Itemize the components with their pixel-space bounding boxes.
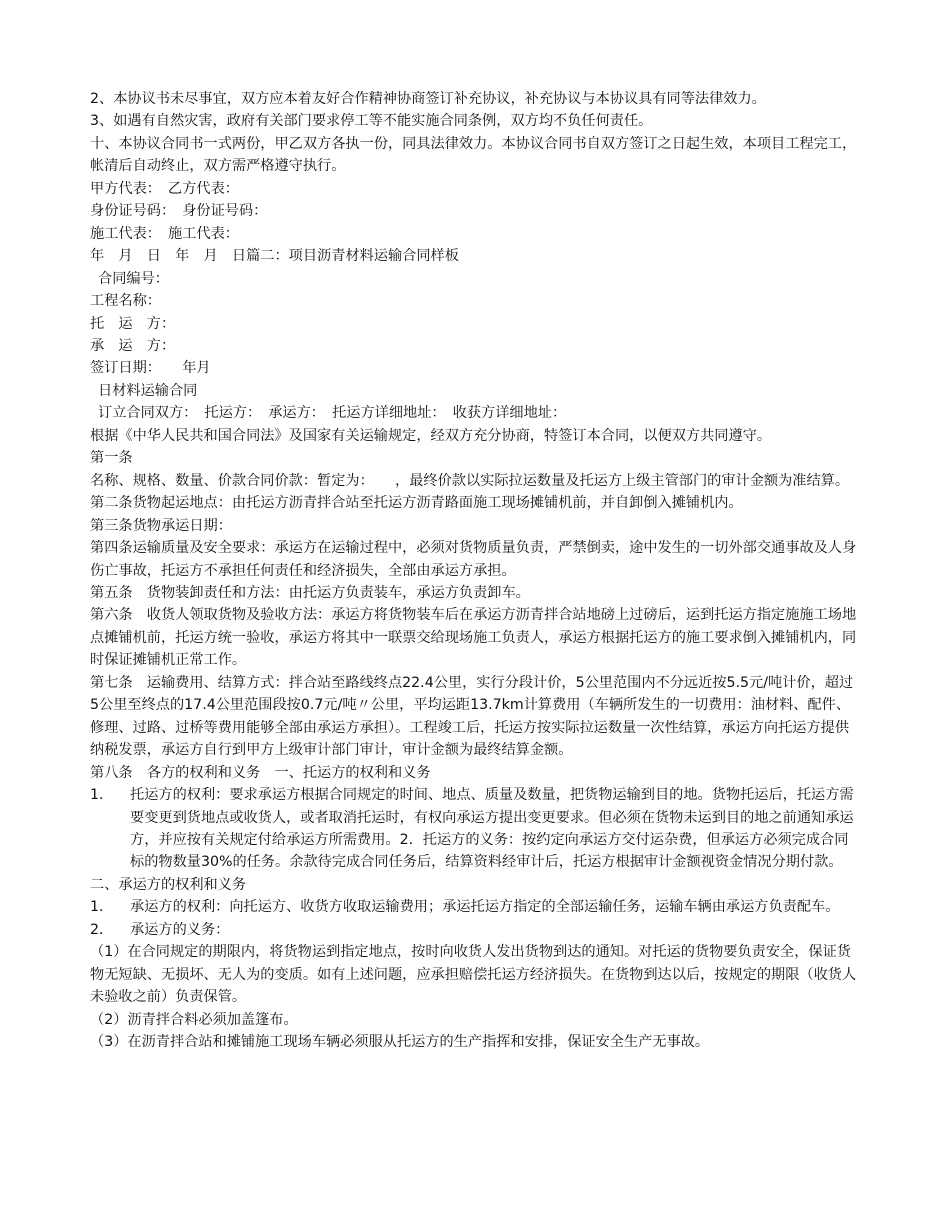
representative-line: 甲方代表： 乙方代表： [90,180,239,197]
carrier-line: 承 运 方： [90,337,176,354]
id-number-line: 身份证号码： 身份证号码： [90,203,268,220]
article-5: 第五条 货物装卸责任和方法：由托运方负责装车，承运方负责卸车。 [90,584,530,601]
date-line: 年 月 日 年 月 日篇二：项目沥青材料运输合同样板 [90,248,459,265]
list-number: 1． [90,899,114,916]
section-2-heading: 二、承运方的权利和义务 [90,876,247,893]
article-1-heading: 第一条 [90,450,133,467]
article-2: 第二条货物起运地点：由托运方沥青拌合站至托运方沥青路面施工现场摊铺机前，并自卸倒入摊铺机内。 [90,495,743,512]
contract-number-line: 合同编号： [98,270,169,287]
paragraph-force-majeure: 3、如遇有自然灾害，政府有关部门要求停工等不能实施合同条例，双方均不负任何责任。 [90,113,653,130]
sub-clause-1: （1）在合同规定的期限内，将货物运到指定地点，按时向收货人发出货物到达的通知。对托运的货物要负责安全，保证货物无短缺、无损坏、无人为的变质。如有上述问题，应承担赔偿托运方经济损失。在货物到达以后，按规定的期限（收货人未验收之前）负责保管。 [90,944,857,1006]
list-number: 1． [90,787,114,804]
list-number: 2． [90,921,114,938]
project-name-line: 工程名称： [90,293,161,310]
paragraph-supplement-clause: 2、本协议书未尽事宜，双方应本着友好合作精神协商签订补充协议，补充协议与本协议具有同等法律效力。 [90,91,766,107]
article-7: 第七条 运输费用、结算方式：拌合站至路线终点22.4公里，实行分段计价，5公里范围内不分远近按5.5元/吨计价，超过5公里至终点的17.4公里范围段按0.7元/吨〃公里，平均运距13.7km计算费用（车辆所发生的一切费用：油材料、配件、修理、过路、过桥等费用能够全部由承运方承担）。工程竣工后，托运方按实际拉运数量一次性结算，承运方向托运方提供纳税发票，承运方自行到甲方上级审计部门审计，审计金额为最终结算金额。 [90,674,854,759]
article-4: 第四条运输质量及安全要求：承运方在运输过程中，必须对货物质量负责，严禁倒卖，途中发生的一切外部交通事故及人身伤亡事故，托运方不承担任何责任和经济损失，全部由承运方承担。 [90,540,857,579]
signing-date-line: 签订日期： 年月 [90,360,211,377]
shipper-line: 托 运 方： [90,315,176,332]
paragraph-copies-clause: 十、本协议合同书一式两份，甲乙双方各执一份，同具法律效力。本协议合同书自双方签订之日起生效，本项目工程完工，帐清后自动终止，双方需严格遵守执行。 [90,135,857,175]
list-item [90,784,862,874]
sub-clause-3: （3）在沥青拌合站和摊铺施工现场车辆必须服从托运方的生产指挥和安排，保证安全生产无事故。 [90,1034,710,1051]
article-3: 第三条货物承运日期： [90,517,232,534]
article-1-text: 名称、规格、数量、价款合同价款：暂定为： ，最终价款以实际拉运数量及托运方上级主管部门的审计金额为准结算。 [90,472,850,489]
list-text: 承运方的权利：向托运方、收货方收取运输费用；承运托运方指定的全部运输任务，运输车辆由承运方负责配车。 [130,899,840,916]
construction-rep-line: 施工代表： 施工代表： [90,225,239,242]
contract-title: 日材料运输合同 [98,382,198,399]
document-body [90,88,862,1053]
parties-line: 订立合同双方： 托运方： 承运方： 托运方详细地址： 收获方详细地址： [98,405,567,422]
article-6: 第六条 收货人领取货物及验收方法：承运方将货物装车后在承运方沥青拌合站地磅上过磅后，运到托运方指定施施工场地点摊铺机前，托运方统一验收，承运方将其中一联票交给现场施工负责人，承运方根据托运方的施工要求倒入摊铺机内，同时保证摊铺机正常工作。 [90,607,857,669]
list-text: 承运方的义务： [130,921,230,938]
list-text: 托运方的权利：要求承运方根据合同规定的时间、地点、质量及数量，把货物运输到目的地。货物托运后，托运方需要变更到货地点或收货人，或者取消托运时，有权向承运方提出变更要求。但必须在货物未运到目的地之前通知承运方，并应按有关规定付给承运方所需费用。2．托运方的义务：按约定向承运方交付运杂费，但承运方必须完成合同标的物数量30%的任务。余款待完成合同任务后，结算资料经审计后，托运方根据审计金额视资金情况分期付款。 [130,787,854,871]
list-item [90,896,862,918]
article-8-heading: 第八条 各方的权利和义务 一、托运方的权利和义务 [90,764,431,781]
sub-clause-2: （2）沥青拌合料必须加盖篷布。 [90,1011,298,1028]
list-item [90,919,862,941]
paragraph-legal-basis: 根据《中华人民共和国合同法》及国家有关运输规定，经双方充分协商，特签订本合同，以便双方共同遵守。 [90,427,772,444]
